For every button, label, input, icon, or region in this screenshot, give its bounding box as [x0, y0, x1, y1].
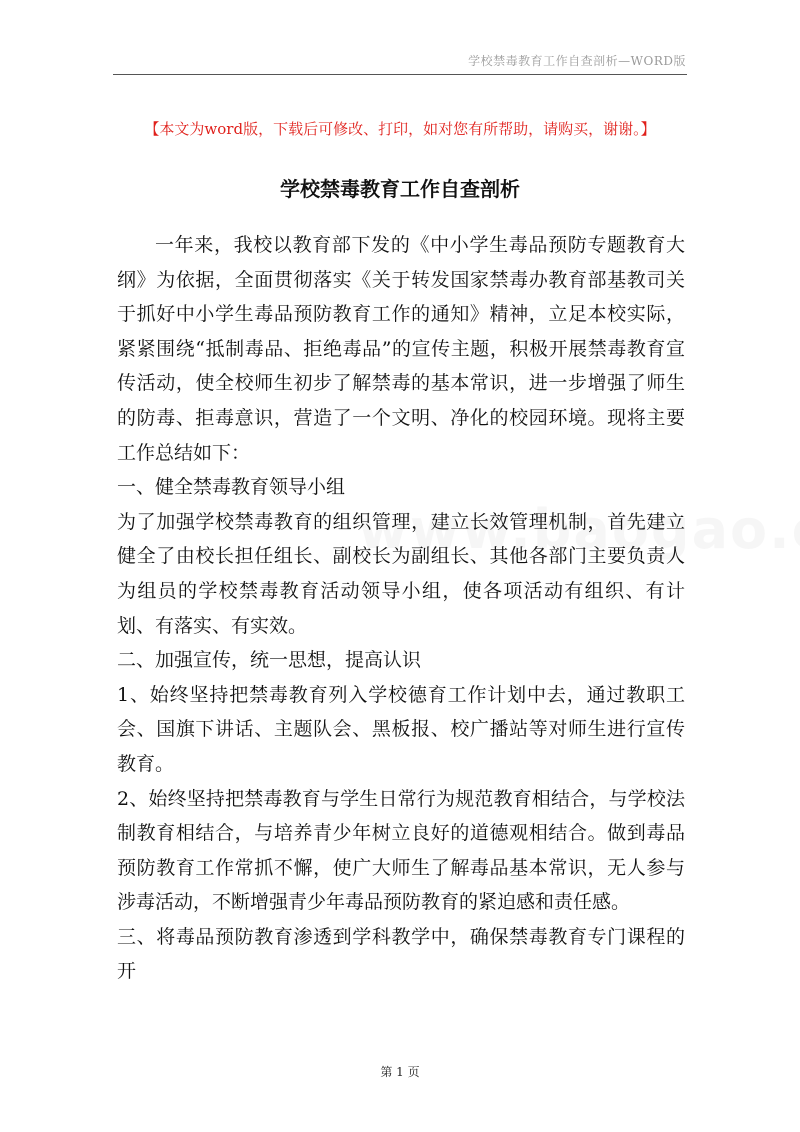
header-rule [113, 74, 687, 75]
section-2-item-2: 2、始终坚持把禁毒教育与学生日常行为规范教育相结合，与学校法制教育相结合，与培养青少年树立良好的道德观相结合。做到毒品预防教育工作常抓不懈，使广大师生了解毒品基本常识，无人参与涉毒活动，不断增强青少年毒品预防教育的紧迫感和责任感。 [117, 787, 685, 914]
section-1-paragraph: 为了加强学校禁毒教育的组织管理，建立长效管理机制，首先建立健全了由校长担任组长、副校长为副组长、其他各部门主要负责人为组员的学校禁毒教育活动领导小组，使各项活动有组织、有计划、有落实、有实效。 [117, 510, 685, 637]
section-heading-2: 二、加强宣传，统一思想，提高认识 [117, 649, 422, 672]
download-notice: 【本文为word版，下载后可修改、打印，如对您有所帮助，请购买，谢谢。】 [144, 120, 656, 138]
document-title: 学校禁毒教育工作自查剖析 [280, 177, 520, 201]
document-body [117, 228, 685, 989]
intro-paragraph: 一年来，我校以教育部下发的《中小学生毒品预防专题教育大纲》为依据，全面贯彻落实《关于转发国家禁毒办教育部基教司关于抓好中小学生毒品预防教育工作的通知》精神，立足本校实际，紧紧围绕“抵制毒品、拒绝毒品”的宣传主题，积极开展禁毒教育宣传活动，使全校师生初步了解禁毒的基本常识，进一步增强了师生的防毒、拒毒意识，营造了一个文明、净化的校园环境。现将主要工作总结如下： [117, 234, 685, 464]
section-heading-1: 一、健全禁毒教育领导小组 [117, 476, 346, 499]
running-header: 学校禁毒教育工作自查剖析—WORD版 [468, 54, 686, 68]
page-number: 第 1 页 [380, 1065, 420, 1079]
section-heading-3: 三、将毒品预防教育渗透到学科教学中，确保禁毒教育专门课程的开 [117, 925, 685, 983]
section-2-item-1: 1、始终坚持把禁毒教育列入学校德育工作计划中去，通过教职工会、国旗下讲话、主题队会、黑板报、校广播站等对师生进行宣传教育。 [117, 683, 685, 775]
